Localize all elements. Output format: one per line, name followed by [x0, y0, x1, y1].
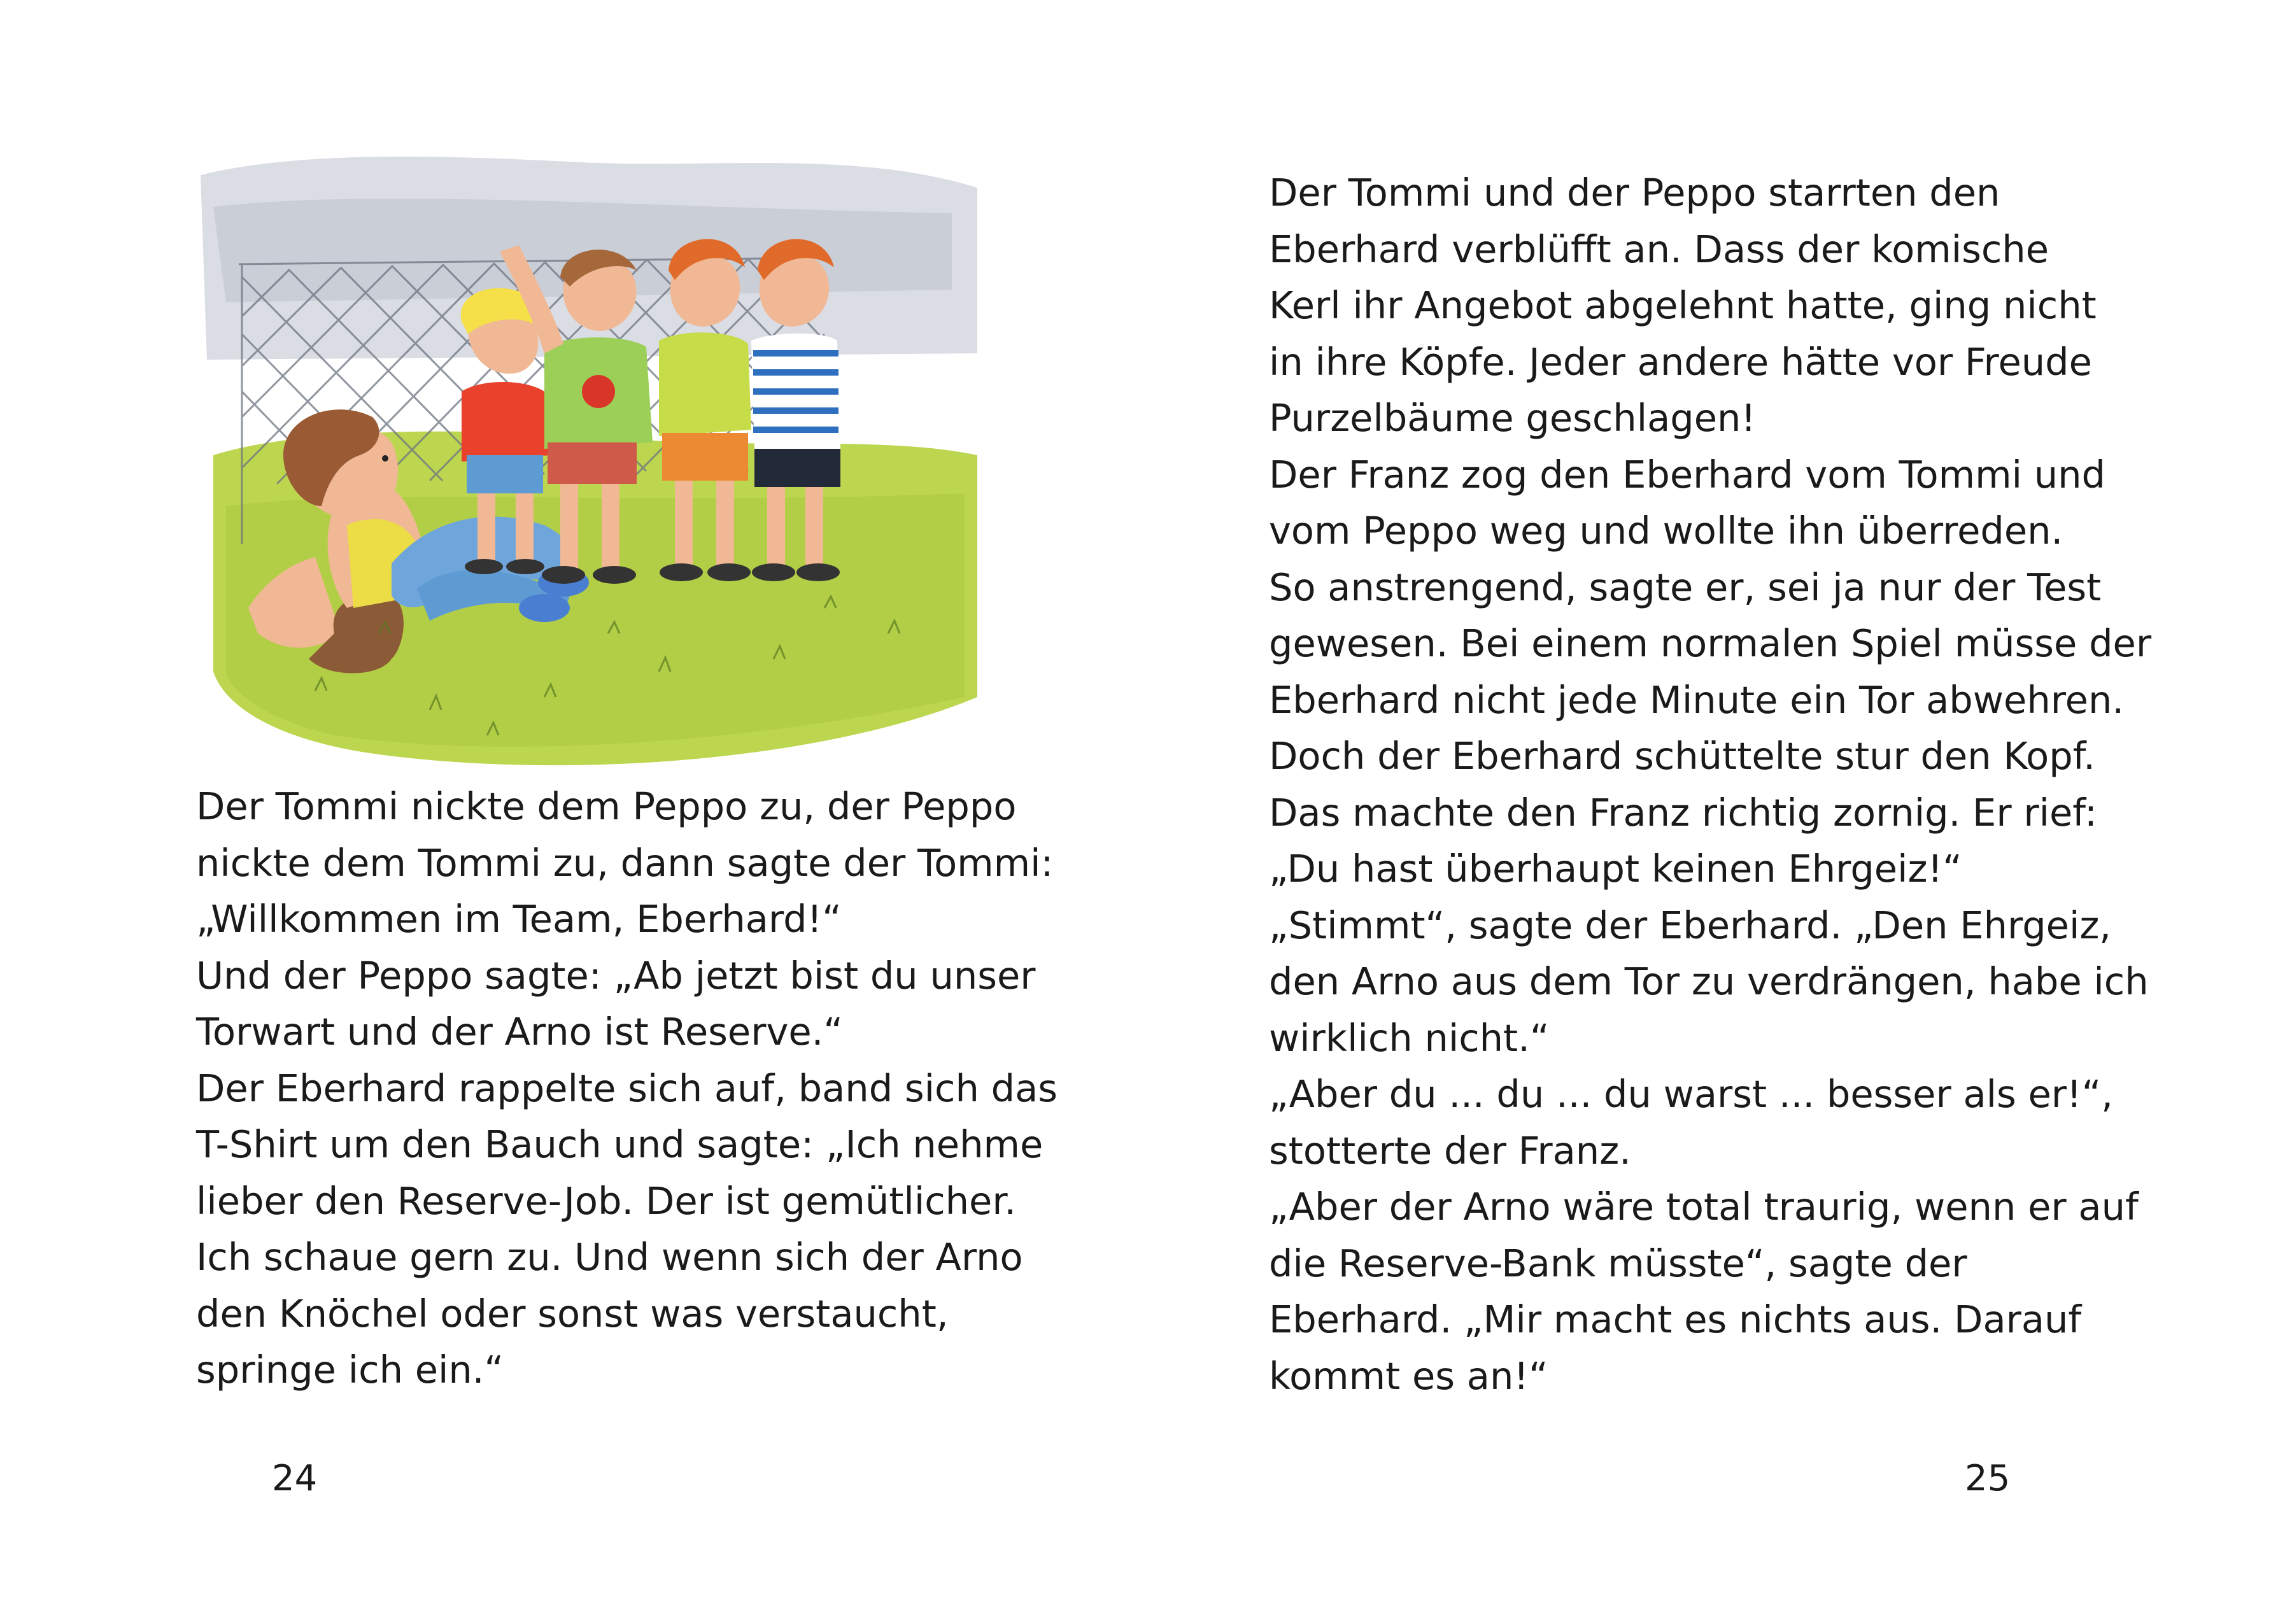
page-number-right: 25 — [1965, 1458, 2011, 1499]
text-line: lieber den Reserve-Job. Der ist gemütlicher. — [196, 1178, 1016, 1223]
text-line: „Aber du ... du ... du warst ... besser als er!“, — [1269, 1072, 2114, 1116]
text-line: Eberhard nicht jede Minute ein Tor abwehren. — [1269, 677, 2125, 722]
text-line: Eberhard. „Mir macht es nichts aus. Darauf — [1269, 1297, 2082, 1341]
text-line: springe ich ein.“ — [196, 1348, 504, 1392]
right-page — [1135, 0, 2271, 1624]
text-line: „Stimmt“, sagte der Eberhard. „Den Ehrgeiz, — [1269, 903, 2112, 947]
text-line: den Arno aus dem Tor zu verdrängen, habe ich — [1269, 959, 2149, 1003]
page-number-left: 24 — [272, 1458, 318, 1499]
text-line: Torwart und der Arno ist Reserve.“ — [196, 1010, 843, 1054]
left-page — [0, 0, 1135, 1624]
text-line: Der Franz zog den Eberhard vom Tommi und — [1269, 452, 2105, 497]
text-line: Der Tommi nickte dem Peppo zu, der Peppo — [196, 784, 1017, 828]
text-line: Kerl ihr Angebot abgelehnt hatte, ging nicht — [1269, 283, 2097, 327]
text-line: „Du hast überhaupt keinen Ehrgeiz!“ — [1269, 847, 1962, 891]
right-page-text — [1269, 165, 2151, 1404]
text-line: Der Eberhard rappelte sich auf, band sich das — [196, 1066, 1058, 1110]
text-line: Doch der Eberhard schüttelte stur den Kopf. — [1269, 734, 2095, 778]
text-line: „Aber der Arno wäre total traurig, wenn er auf — [1269, 1185, 2139, 1229]
text-line: in ihre Köpfe. Jeder andere hätte vor Freude — [1269, 339, 2092, 384]
left-page-text — [196, 779, 1058, 1399]
text-line: Purzelbäume geschlagen! — [1269, 396, 1757, 440]
text-line: So anstrengend, sagte er, sei ja nur der Test — [1269, 565, 2102, 609]
text-line: Das machte den Franz richtig zornig. Er rief: — [1269, 790, 2097, 835]
text-line: gewesen. Bei einem normalen Spiel müsse der — [1269, 621, 2152, 665]
text-line: Der Tommi und der Peppo starrten den — [1269, 171, 2000, 215]
text-line: T-Shirt um den Bauch und sagte: „Ich nehme — [196, 1122, 1044, 1166]
text-line: Eberhard verblüfft an. Dass der komische — [1269, 227, 2049, 271]
text-line: „Willkommen im Team, Eberhard!“ — [196, 897, 842, 941]
text-line: die Reserve-Bank müsste“, sagte der — [1269, 1241, 1967, 1285]
text-line: kommt es an!“ — [1269, 1353, 1548, 1398]
text-line: Ich schaue gern zu. Und wenn sich der Arno — [196, 1235, 1023, 1279]
text-line: nickte dem Tommi zu, dann sagte der Tommi: — [196, 840, 1054, 885]
illustration-football-boys — [188, 150, 984, 773]
text-line: Und der Peppo sagte: „Ab jetzt bist du unser — [196, 953, 1036, 998]
text-line: stotterte der Franz. — [1269, 1128, 1631, 1173]
text-line: den Knöchel oder sonst was verstaucht, — [196, 1291, 949, 1336]
text-line: vom Peppo weg und wollte ihn überreden. — [1269, 509, 2063, 553]
text-line: wirklich nicht.“ — [1269, 1015, 1550, 1060]
